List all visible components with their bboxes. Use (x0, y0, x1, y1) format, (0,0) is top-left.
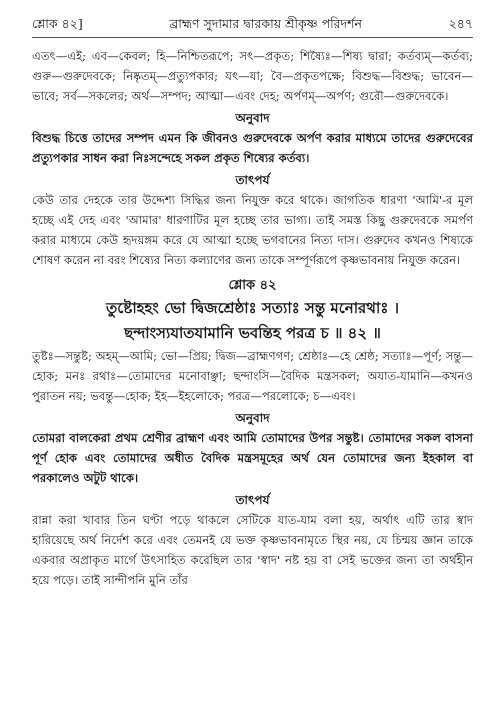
translation-paragraph: বিশুদ্ধ চিত্তে তাদের সম্পদ এমন কি জীবনও গুরুদেবকে অর্পণ করার মাধ্যমে তাদের গুরুদেবের প্রত্যুপকার সাধন করা নিঃসন্দেহে সকল প্রকৃত শিষ্যের কর্তব্য। (32, 131, 473, 165)
purport-heading: তাৎপর্য (235, 493, 270, 507)
verse-line: তুষ্টোহহং ভো দ্বিজশ্রেষ্ঠাঃ সত্যাঃ সন্তু মনোরথাঃ । (106, 299, 399, 317)
purport-heading: তাৎপর্য (235, 173, 270, 187)
spacer (32, 270, 473, 274)
header-rule (32, 37, 473, 38)
translation-paragraph: তোমরা বালকেরা প্রথম শ্রেণীর ব্রাহ্মণ এবং আমি তোমাদের উপর সন্তুষ্ট। তোমাদের সকল বাসনা পূর্ণ হোক এবং তোমাদের অধীত বৈদিক মন্ত্রসমূহের অর্থ যেন তোমাদের জন্য ইহকাল বা পরকালেও অটুট থাকে। (32, 431, 473, 485)
running-header (32, 14, 473, 34)
header-chapter-title: ব্রাহ্মণ সুদামার দ্বারকায় শ্রীকৃষ্ণ পরিদর্শন (169, 16, 362, 31)
translation-heading: অনুবাদ (235, 111, 270, 125)
verse-line: ছন্দাংস্যযাতযামানি ভবন্তিহ পরত্র চ ॥ ৪২ ॥ (124, 324, 381, 342)
synonyms-paragraph: তুষ্টঃ—সন্তুষ্ট; অহম্—আমি; ভো—প্রিয়; দ্বিজ—ব্রাহ্মণগণ; শ্রেষ্ঠাঃ—হে শ্রেষ্ঠ; সত্যাঃ—পূর্ণ; সন্তু—হোক; মনঃ রথাঃ—তোমাদের মনোবাঞ্ছা; ছন্দাংসি—বৈদিক মন্ত্রসকল; অযাত-যামানি—কখনও পুরাতন নয়; ভবন্তু—হোক; ইহ—ইহলোকে; পরত্র—পরলোকে; চ—এবং। (32, 349, 473, 403)
verse-number: শ্লোক ৪২ (228, 278, 277, 293)
synonyms-paragraph: এতৎ—এই; এব—কেবল; হি—নিশ্চিতরূপে; সৎ—প্রকৃত; শিষ্যৈঃ—শিষ্য দ্বারা; কর্তব্যম্—কর্তব্য; গুরু—গুরুদেবকে; নিষ্কৃতম্—প্রত্যুপকার; যৎ—যা; বৈ—প্রকৃতপক্ষে; বিশুদ্ধ—বিশুদ্ধ; ভাবেন—ভাবে; সর্ব—সকলের; অর্থ—সম্পদ; আত্মা—এবং দেহ; অর্পণম্—অর্পণ; গুরৌ—গুরুদেবকে। (32, 49, 473, 103)
header-verse-ref: শ্লোক ৪২] (32, 16, 83, 31)
translation-heading: অনুবাদ (235, 411, 270, 425)
purport-paragraph: কেউ তার দেহকে তার উদ্দেশ্য সিদ্ধির জন্য নিযুক্ত করে থাকে। জাগতিক ধারণা 'আমি'-র মূল হচ্ছে এই দেহ এবং 'আমার' ধারণাটির মূল হচ্ছে তার ভাগ্য। তাই সমস্ত কিছু গুরুদেবকে সমর্পণ করার মাধ্যমে কেউ হৃদয়ঙ্গম করে যে আত্মা হচ্ছে ভগবানের নিত্য দাস। গুরুদেব কখনও শিষ্যকে শোষণ করেন না বরং শিষ্যের নিত্য কল্যাণের জন্য তাকে সম্পূর্ণরূপে কৃষ্ণভাবনায় নিযুক্ত করেন। (32, 193, 473, 267)
page-number: ২৪৭ (448, 16, 473, 31)
purport-paragraph: রান্না করা খাবার তিন ঘণ্টা পড়ে থাকলে সেটিকে যাত-যাম বলা হয়, অর্থাৎ এটি তার স্বাদ হারিয়েছে অর্থ নির্দেশ করে এবং তেমনই যে ভক্ত কৃষ্ণভাবনামৃতে স্থির নয়, যে চিন্ময় জ্ঞান তাকে একবার অপ্রাকৃত মার্গে উৎসাহিত করেছিল তার 'স্বাদ' নষ্ট হয় বা সেই ভক্তের জন্য তা অর্থহীন হয়ে পড়ে। তাই সান্দীপনি মুনি তাঁর (32, 513, 473, 587)
